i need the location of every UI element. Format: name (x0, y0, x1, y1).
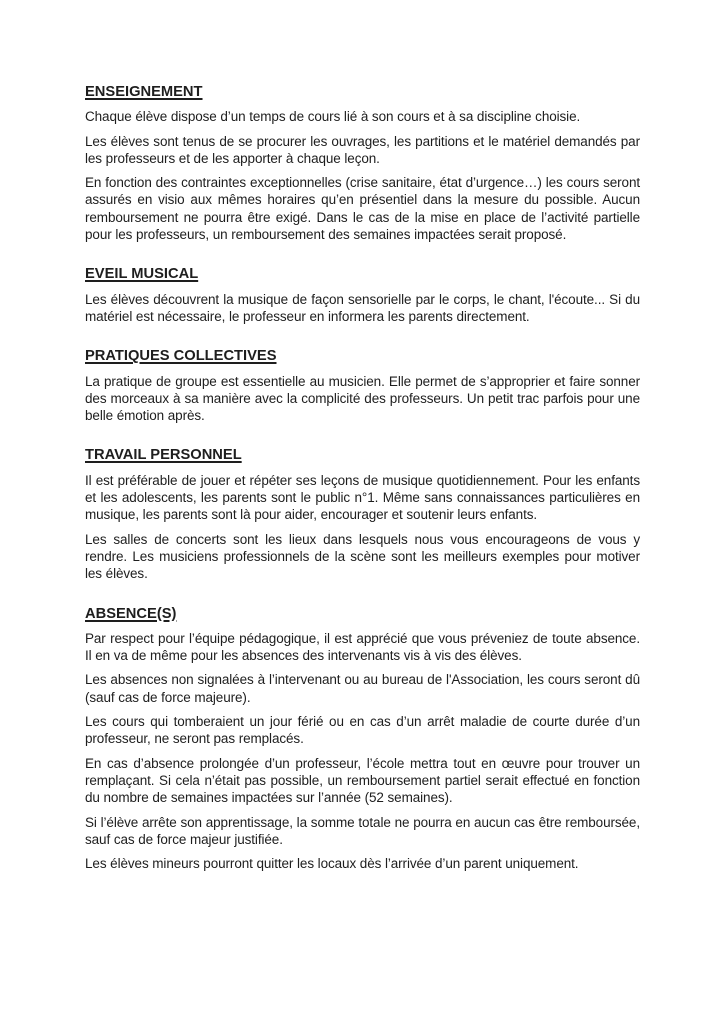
paragraph: Les élèves sont tenus de se procurer les ouvrages, les partitions et le matériel demandés par les professeurs et de les apporter à chaque leçon. (85, 133, 640, 166)
section-heading: PRATIQUES COLLECTIVES (85, 348, 277, 365)
paragraph: Les élèves découvrent la musique de façon sensorielle par le corps, le chant, l'écoute... Si du matériel est nécessaire, le professeur en informera les parents directement. (85, 291, 640, 324)
document-section (85, 606, 640, 873)
section-heading: EVEIL MUSICAL (85, 266, 199, 283)
document-body (85, 84, 640, 872)
paragraph: Les cours qui tomberaient un jour férié ou en cas d’un arrêt maladie de courte durée d’un professeur, ne seront pas remplacés. (85, 714, 640, 747)
paragraph: Chaque élève dispose d’un temps de cours lié à son cours et à sa discipline choisie. (85, 109, 581, 125)
section-heading: TRAVAIL PERSONNEL (85, 447, 242, 464)
paragraph: La pratique de groupe est essentielle au musicien. Elle permet de s’approprier et faire sonner des morceaux à sa manière avec la complicité des professeurs. Un petit trac parfois pour une belle émotion après. (85, 373, 640, 424)
document-section (85, 447, 640, 582)
paragraph: Il est préférable de jouer et répéter ses leçons de musique quotidiennement. Pour les enfants et les adolescents, les parents sont le public n°1. Même sans connaissances particulières en musique, les parents sont là pour aider, encourager et soutenir leurs enfants. (85, 472, 640, 523)
section-heading: ABSENCE(S) (85, 605, 177, 622)
paragraph: Les élèves mineurs pourront quitter les locaux dès l’arrivée d’un parent uniquement. (85, 856, 579, 872)
document-section (85, 348, 640, 424)
section-heading: ENSEIGNEMENT (85, 84, 203, 100)
paragraph: Si l’élève arrête son apprentissage, la somme totale ne pourra en aucun cas être remboursée, sauf cas de force majeur justifiée. (85, 814, 640, 847)
paragraph: Les salles de concerts sont les lieux dans lesquels nous vous encourageons de vous y rendre. Les musiciens professionnels de la scène sont les meilleurs exemples pour motiver les élèves. (85, 531, 640, 582)
document-section (85, 84, 640, 243)
paragraph: En cas d’absence prolongée d’un professeur, l’école mettra tout en œuvre pour trouver un remplaçant. Si cela n’était pas possible, un remboursement partiel serait effectué en fonction du nombre de semaines impactées sur l’année (52 semaines). (85, 755, 640, 806)
paragraph: Par respect pour l’équipe pédagogique, il est apprécié que vous préveniez de toute absence. Il en va de même pour les absences des intervenants vis à vis des élèves. (85, 630, 640, 664)
paragraph: Les absences non signalées à l’intervenant ou au bureau de l'Association, les cours seront dû (sauf cas de force majeure). (85, 672, 640, 705)
document-section (85, 266, 640, 325)
paragraph: En fonction des contraintes exceptionnelles (crise sanitaire, état d’urgence…) les cours seront assurés en visio aux mêmes horaires qu’en présentiel dans la mesure du possible. Aucun remboursement ne pourra être exigé. Dans le cas de la mise en place de l’activité partielle pour les professeurs, un remboursement des semaines impactées serait proposé. (85, 175, 640, 243)
